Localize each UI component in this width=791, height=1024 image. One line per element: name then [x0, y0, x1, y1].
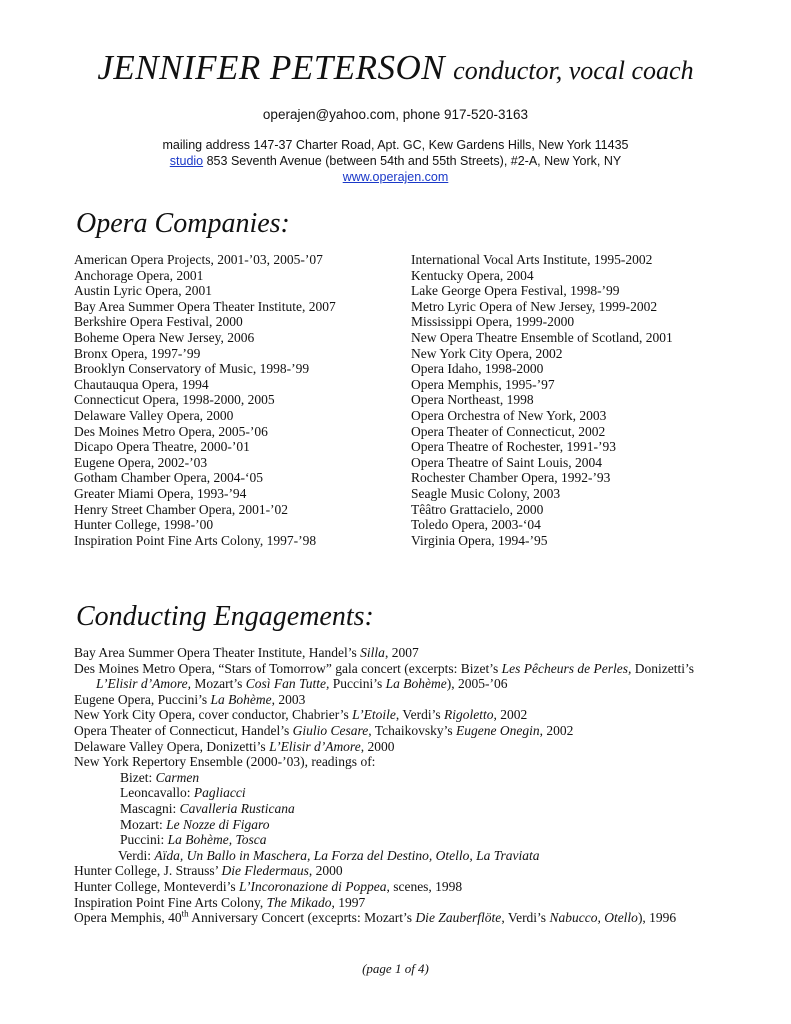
work-title: Giulio Cesare [292, 722, 369, 738]
reading-item [74, 817, 754, 833]
engagements-list [74, 645, 754, 926]
list-item: Opera Theatre of Saint Louis, 2004 [411, 454, 602, 470]
list-item [74, 707, 754, 723]
list-item [74, 723, 754, 739]
list-item: Greater Miami Opera, 1993-’94 [74, 485, 247, 501]
entry-text: Hunter College, J. Strauss’ [74, 863, 222, 879]
list-item: Opera Idaho, 1998-2000 [411, 361, 544, 377]
list-item: New York Repertory Ensemble (2000-’03), readings of: [74, 754, 376, 770]
work-title: La Bohème, Tosca [167, 832, 267, 848]
name-heading: JENNIFER PETERSON [97, 48, 446, 87]
entry-text: , 2002 [493, 707, 528, 723]
entry-text: Mozart’s [191, 676, 246, 692]
entry-text: , 1997 [331, 894, 366, 910]
list-item [74, 910, 754, 926]
entry-text: , 2003 [271, 691, 306, 707]
list-item: Opera Theater of Connecticut, 2002 [411, 423, 606, 439]
list-item: Metro Lyric Opera of New Jersey, 1999-2002 [411, 298, 658, 314]
composer: Verdi: [118, 847, 155, 863]
work-title: Die Zauberflöte [415, 910, 502, 926]
reading-item [74, 785, 754, 801]
list-item: Hunter College, 1998-’00 [74, 517, 214, 533]
list-item: Virginia Opera, 1994-’95 [411, 532, 548, 548]
mailing-address: mailing address 147-37 Charter Road, Apt. GC, Kew Gardens Hills, New York 11435 [162, 138, 629, 152]
list-item: Berkshire Opera Festival, 2000 [74, 314, 243, 330]
opera-companies-heading: Opera Companies: [76, 208, 290, 239]
entry-text: , Verdi’s [501, 910, 550, 926]
list-item [74, 895, 754, 911]
entry-text: , 2000 [308, 863, 343, 879]
reading-item [74, 801, 754, 817]
list-item [74, 739, 754, 755]
work-title: The Mikado [266, 894, 332, 910]
list-item: Opera Theatre of Rochester, 1991-’93 [411, 439, 617, 455]
studio-address-line [0, 154, 791, 170]
composer: Leoncavallo: [120, 785, 194, 801]
work-title: L’Elisir d’Amore [269, 738, 361, 754]
list-item: New Opera Theatre Ensemble of Scotland, 2001 [411, 329, 673, 345]
entry-text: , Verdi’s [395, 707, 445, 723]
list-item: Delaware Valley Opera, 2000 [74, 407, 234, 423]
list-item: Des Moines Metro Opera, 2005-’06 [74, 423, 268, 439]
entry-text: ), 2005-’06 [446, 676, 508, 692]
list-item: Boheme Opera New Jersey, 2006 [74, 329, 255, 345]
list-item: Henry Street Chamber Opera, 2001-’02 [74, 501, 289, 517]
list-item: Lake George Opera Festival, 1998-’99 [411, 283, 620, 299]
entry-text: Hunter College, Monteverdi’s [74, 878, 239, 894]
entry-text: , 2002 [539, 722, 574, 738]
entry-text: Puccini’s [329, 676, 386, 692]
work-title: La Bohème [210, 691, 272, 707]
list-item: American Opera Projects, 2001-’03, 2005-’07 [74, 252, 323, 267]
studio-link[interactable]: studio [169, 154, 204, 168]
page-number: (page 1 of 4) [362, 961, 429, 976]
list-item [74, 645, 754, 661]
entry-text: Des Moines Metro Opera, “Stars of Tomorrow” gala concert (excerpts: Bizet’s [74, 660, 502, 676]
list-item: Bay Area Summer Opera Theater Institute, 2007 [74, 298, 336, 314]
entry-text: ), 1996 [637, 910, 677, 926]
list-item: Seagle Music Colony, 2003 [411, 485, 561, 501]
website-line [0, 170, 791, 186]
list-item: Opera Memphis, 1995-’97 [411, 376, 555, 392]
work-title: Le Nozze di Figaro [166, 816, 270, 832]
work-title: Pagliacci [193, 785, 246, 801]
reading-item [74, 770, 754, 786]
reading-item [74, 848, 754, 864]
reading-item [74, 832, 754, 848]
work-title: L’Elisir d’Amore, [96, 676, 191, 692]
list-item: Bronx Opera, 1997-’99 [74, 345, 201, 361]
list-item: International Vocal Arts Institute, 1995-2002 [411, 252, 653, 267]
work-title: La Bohème [385, 676, 447, 692]
list-item-continuation [74, 676, 754, 692]
list-item: Opera Orchestra of New York, 2003 [411, 407, 607, 423]
list-item: Inspiration Point Fine Arts Colony, 1997-’98 [74, 532, 317, 548]
list-item: Rochester Chamber Opera, 1992-’93 [411, 470, 611, 486]
list-item: Gotham Chamber Opera, 2004-‘05 [74, 470, 263, 486]
list-item: Kentucky Opera, 2004 [411, 267, 534, 283]
work-title: Silla [360, 645, 385, 660]
entry-text: Opera Memphis, 40 [74, 910, 182, 926]
work-title: Aïda, Un Ballo in Maschera, La Forza del Destino, Otello, La Traviata [154, 847, 540, 863]
entry-text: Donizetti’s [631, 660, 695, 676]
entry-text: Delaware Valley Opera, Donizetti’s [74, 738, 270, 754]
studio-address: 853 Seventh Avenue (between 54th and 55th Streets), #2-A, New York, NY [206, 154, 622, 168]
entry-text: Bay Area Summer Opera Theater Institute, Handel’s [74, 645, 361, 660]
list-item: New York City Opera, 2002 [411, 345, 563, 361]
list-item: Chautauqua Opera, 1994 [74, 376, 209, 392]
opera-companies-left-column [74, 252, 336, 548]
work-title: Cavalleria Rusticana [179, 800, 295, 816]
list-item: Dicapo Opera Theatre, 2000-’01 [74, 439, 250, 455]
work-title: Nabucco, Otello [549, 910, 638, 926]
work-title: Les Pêcheurs de Perles, [501, 660, 632, 676]
composer: Mozart: [120, 816, 167, 832]
list-item [74, 661, 754, 677]
entry-text: , scenes, 1998 [386, 878, 463, 894]
entry-text: Eugene Opera, Puccini’s [74, 691, 211, 707]
list-item: Eugene Opera, 2002-’03 [74, 454, 208, 470]
list-item: Têâtro Grattacielo, 2000 [411, 501, 544, 517]
conducting-engagements-heading: Conducting Engagements: [76, 601, 374, 632]
work-title: Eugene Onegin [455, 722, 540, 738]
entry-text: Anniversary Concert (exceprts: Mozart’s [188, 910, 416, 926]
composer: Mascagni: [120, 800, 180, 816]
entry-text: , Tchaikovsky’s [368, 722, 456, 738]
entry-text: , 2000 [360, 738, 395, 754]
list-item: Opera Northeast, 1998 [411, 392, 534, 408]
list-item: Anchorage Opera, 2001 [74, 267, 204, 283]
list-item: Austin Lyric Opera, 2001 [74, 283, 212, 299]
list-item: Mississippi Opera, 1999-2000 [411, 314, 575, 330]
work-title: Così Fan Tutte, [245, 676, 330, 692]
contact-line: operajen@yahoo.com, phone 917-520-3163 [262, 107, 529, 122]
page-title [0, 48, 791, 88]
entry-text: , 2007 [384, 645, 419, 660]
opera-companies-right-column [411, 252, 673, 548]
entry-text: New York City Opera, cover conductor, Chabrier’s [74, 707, 353, 723]
work-title: Carmen [155, 769, 200, 785]
list-item [74, 692, 754, 708]
composer: Puccini: [120, 832, 168, 848]
work-title: L’Etoile [352, 707, 396, 723]
composer: Bizet: [120, 769, 156, 785]
ordinal-suffix: th [181, 908, 189, 919]
list-item: Brooklyn Conservatory of Music, 1998-’99 [74, 361, 310, 377]
role-subtitle: conductor, vocal coach [453, 56, 694, 85]
work-title: Rigoletto [444, 707, 494, 723]
work-title: Die Fledermaus [221, 863, 309, 879]
list-item: Connecticut Opera, 1998-2000, 2005 [74, 392, 275, 408]
work-title: L’Incoronazione di Poppea [238, 878, 387, 894]
list-item [74, 863, 754, 879]
list-item: Toledo Opera, 2003-‘04 [411, 517, 541, 533]
entry-text: Inspiration Point Fine Arts Colony, [74, 894, 267, 910]
website-link[interactable]: www.operajen.com [342, 170, 449, 184]
list-item [74, 879, 754, 895]
entry-text: Opera Theater of Connecticut, Handel’s [74, 722, 293, 738]
